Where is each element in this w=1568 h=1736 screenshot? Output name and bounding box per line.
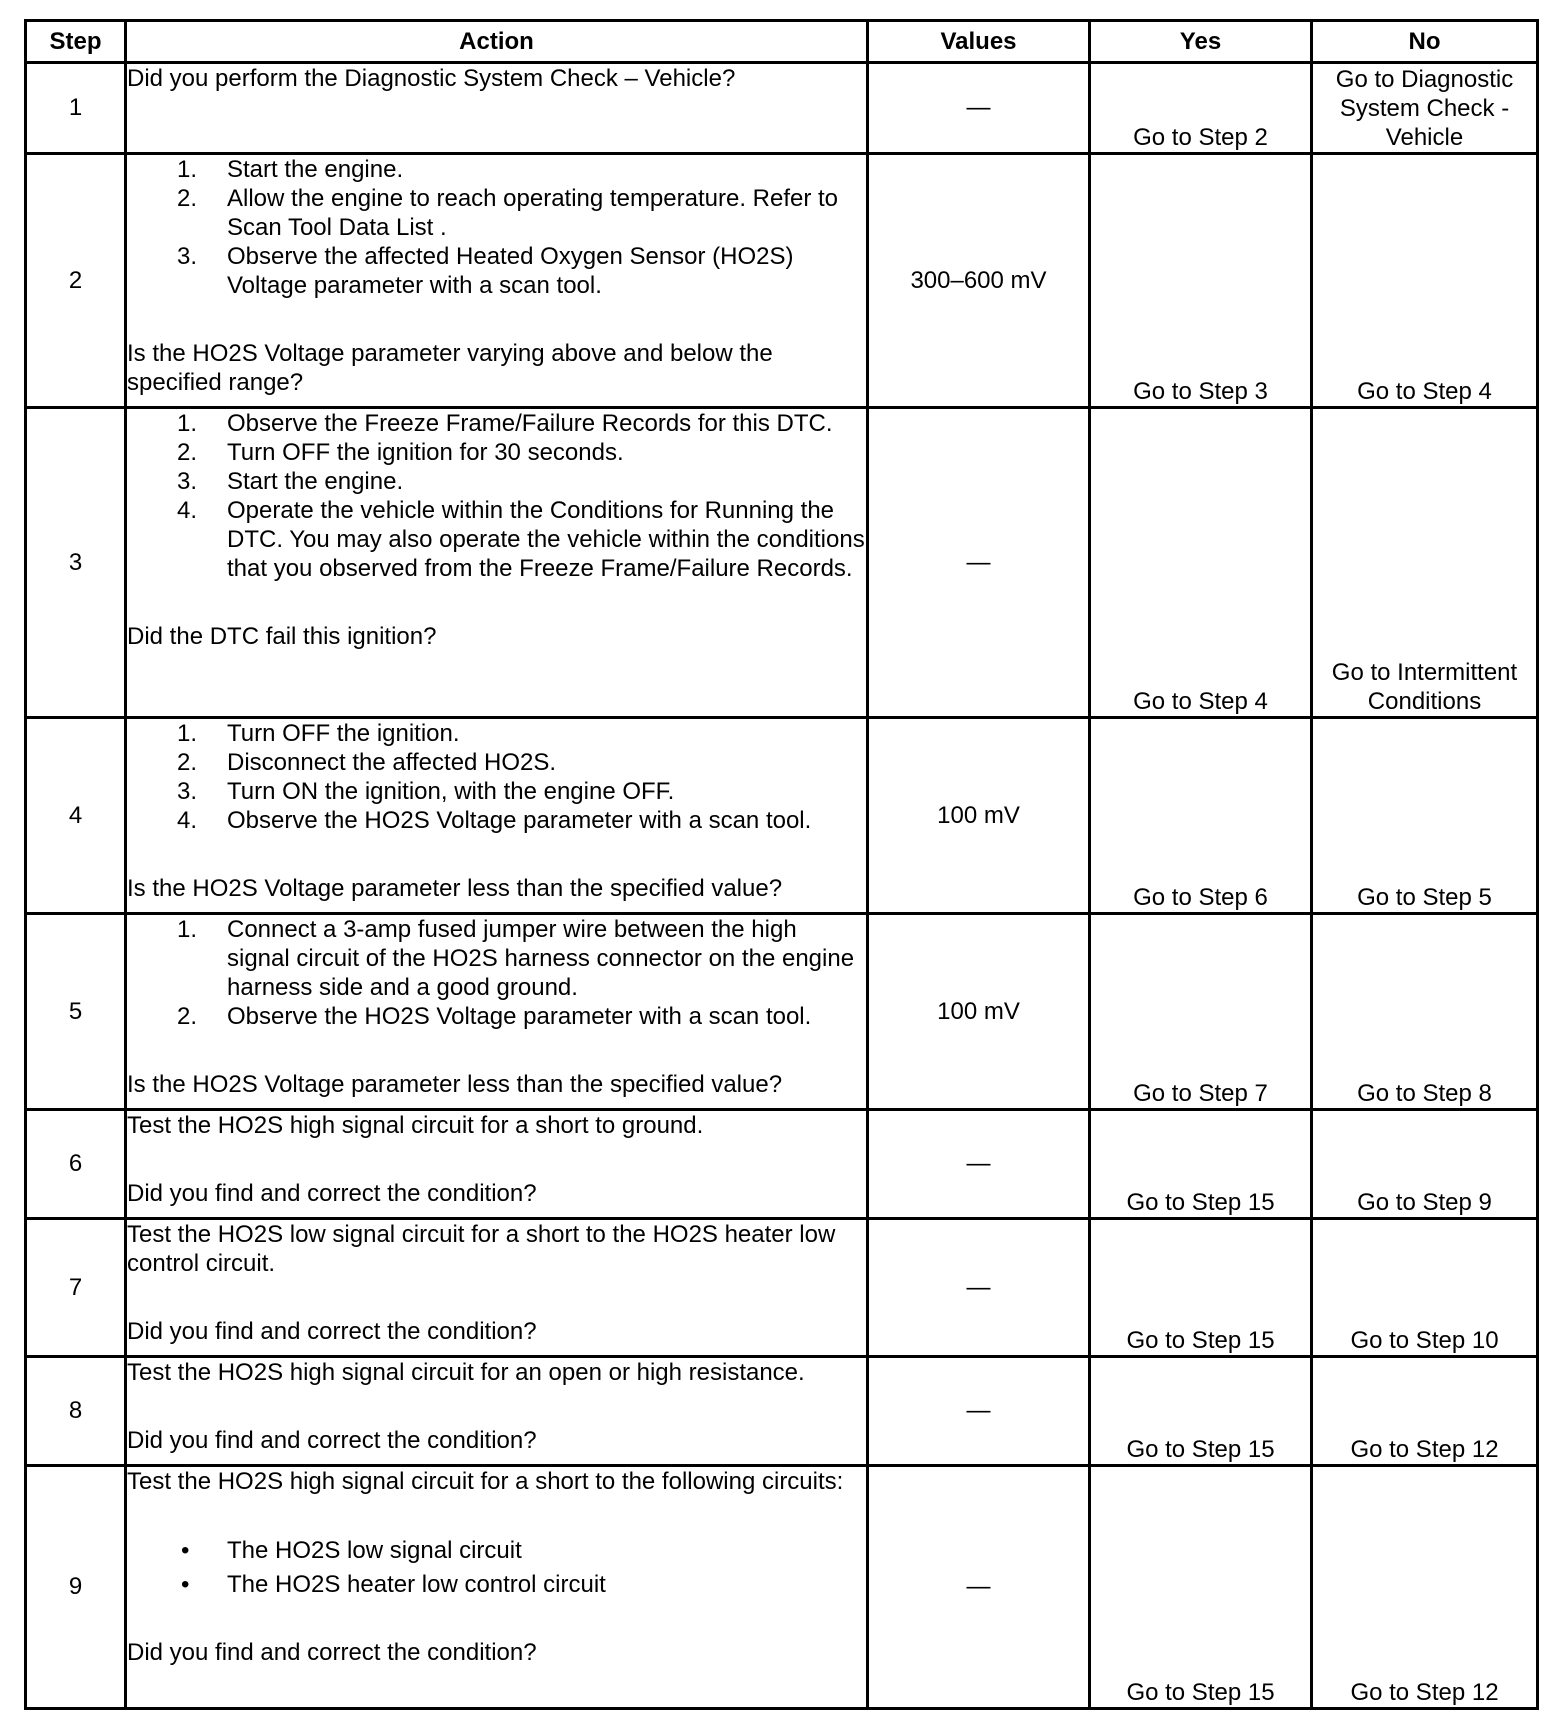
no-cell: Go to Step 5: [1312, 718, 1538, 914]
no-cell: Go to Step 8: [1312, 914, 1538, 1110]
action-steps: [127, 719, 866, 835]
header-yes: Yes: [1090, 21, 1312, 63]
value-cell: 300–600 mV: [868, 154, 1090, 408]
yes-cell: Go to Step 2: [1090, 63, 1312, 154]
action-step: 1. Turn OFF the ignition.: [176, 720, 460, 747]
table-row: [26, 1466, 1538, 1709]
value-cell: —: [868, 1466, 1090, 1709]
action-question: Is the HO2S Voltage parameter varying above and below the specified range?: [127, 340, 773, 396]
header-action: Action: [126, 21, 868, 63]
yes-cell: Go to Step 6: [1090, 718, 1312, 914]
action-step: 1. Connect a 3-amp fused jumper wire between the high signal circuit of the HO2S harness connector on the engine harness side and a good ground.: [176, 916, 855, 1001]
action-step: 2. Turn OFF the ignition for 30 seconds.: [176, 439, 624, 466]
action-cell: [126, 1219, 868, 1357]
action-step: 3. Observe the affected Heated Oxygen Sensor (HO2S) Voltage parameter with a scan tool.: [176, 243, 794, 299]
step-number: 4: [26, 718, 126, 914]
action-question: Did you find and correct the condition?: [127, 1318, 537, 1345]
action-cell: [126, 1110, 868, 1219]
step-number: 3: [26, 408, 126, 718]
step-number: 2: [26, 154, 126, 408]
action-step: 2. Disconnect the affected HO2S.: [176, 749, 557, 776]
bullet-item: • The HO2S heater low control circuit: [181, 1571, 606, 1598]
action-cell: [126, 718, 868, 914]
step-number: 9: [26, 1466, 126, 1709]
yes-cell: Go to Step 15: [1090, 1110, 1312, 1219]
action-cell: [126, 914, 868, 1110]
step-number: 5: [26, 914, 126, 1110]
action-question: Did the DTC fail this ignition?: [127, 623, 437, 650]
yes-cell: Go to Step 15: [1090, 1219, 1312, 1357]
step-number: 8: [26, 1357, 126, 1466]
action-cell: [126, 1357, 868, 1466]
table-row: [26, 1219, 1538, 1357]
value-cell: 100 mV: [868, 914, 1090, 1110]
action-text: Test the HO2S low signal circuit for a short to the HO2S heater low control circuit.: [127, 1221, 836, 1277]
action-text: Did you perform the Diagnostic System Check – Vehicle?: [127, 65, 736, 92]
action-step: 3. Start the engine.: [176, 468, 404, 495]
action-bullets: [127, 1536, 866, 1599]
action-question: Did you find and correct the condition?: [127, 1427, 537, 1454]
no-cell: Go to Step 10: [1312, 1219, 1538, 1357]
step-number: 7: [26, 1219, 126, 1357]
action-step: 2. Observe the HO2S Voltage parameter with a scan tool.: [176, 1003, 812, 1030]
action-steps: [127, 155, 866, 300]
action-step: 1. Start the engine.: [176, 156, 404, 183]
table-row: [26, 63, 1538, 154]
value-cell: —: [868, 1219, 1090, 1357]
table-row: [26, 154, 1538, 408]
action-text: Test the HO2S high signal circuit for a short to the following circuits:: [127, 1468, 844, 1495]
bullet-icon: •: [181, 1571, 190, 1598]
yes-cell: Go to Step 7: [1090, 914, 1312, 1110]
action-question: Did you find and correct the condition?: [127, 1180, 537, 1207]
bullet-icon: •: [181, 1537, 190, 1564]
no-cell: Go to Intermittent Conditions: [1312, 408, 1538, 718]
table-row: [26, 408, 1538, 718]
table-row: [26, 914, 1538, 1110]
action-text: Test the HO2S high signal circuit for an open or high resistance.: [127, 1359, 805, 1386]
header-step: Step: [26, 21, 126, 63]
no-cell: Go to Step 12: [1312, 1466, 1538, 1709]
header-row: [26, 21, 1538, 63]
action-step: 3. Turn ON the ignition, with the engine OFF.: [176, 778, 675, 805]
value-cell: 100 mV: [868, 718, 1090, 914]
action-step: 1. Observe the Freeze Frame/Failure Records for this DTC.: [176, 410, 833, 437]
value-cell: —: [868, 63, 1090, 154]
action-cell: [126, 154, 868, 408]
yes-cell: Go to Step 15: [1090, 1357, 1312, 1466]
action-step: 2. Allow the engine to reach operating temperature. Refer to Scan Tool Data List .: [176, 185, 839, 241]
diagnostic-table: [24, 19, 1539, 1710]
header-values: Values: [868, 21, 1090, 63]
action-cell: [126, 408, 868, 718]
value-cell: —: [868, 408, 1090, 718]
bullet-item: • The HO2S low signal circuit: [181, 1537, 522, 1564]
action-step: 4. Operate the vehicle within the Conditions for Running the DTC. You may also operate the vehicle within the conditions that you observed from the Freeze Frame/Failure Records.: [176, 497, 865, 582]
action-cell: [126, 1466, 868, 1709]
action-question: Is the HO2S Voltage parameter less than the specified value?: [127, 1071, 783, 1098]
step-number: 1: [26, 63, 126, 154]
table-row: [26, 1110, 1538, 1219]
action-text: Test the HO2S high signal circuit for a short to ground.: [127, 1112, 704, 1139]
step-number: 6: [26, 1110, 126, 1219]
yes-cell: Go to Step 4: [1090, 408, 1312, 718]
action-question: Did you find and correct the condition?: [127, 1639, 537, 1666]
table-row: [26, 718, 1538, 914]
action-steps: [127, 915, 866, 1031]
no-cell: Go to Step 9: [1312, 1110, 1538, 1219]
value-cell: —: [868, 1110, 1090, 1219]
action-step: 4. Observe the HO2S Voltage parameter with a scan tool.: [176, 807, 812, 834]
table-row: [26, 1357, 1538, 1466]
yes-cell: Go to Step 15: [1090, 1466, 1312, 1709]
action-question: Is the HO2S Voltage parameter less than the specified value?: [127, 875, 783, 902]
no-cell: Go to Diagnostic System Check - Vehicle: [1312, 63, 1538, 154]
yes-cell: Go to Step 3: [1090, 154, 1312, 408]
header-no: No: [1312, 21, 1538, 63]
no-cell: Go to Step 4: [1312, 154, 1538, 408]
value-cell: —: [868, 1357, 1090, 1466]
action-cell: [126, 63, 868, 154]
action-steps: [127, 409, 866, 583]
no-cell: Go to Step 12: [1312, 1357, 1538, 1466]
